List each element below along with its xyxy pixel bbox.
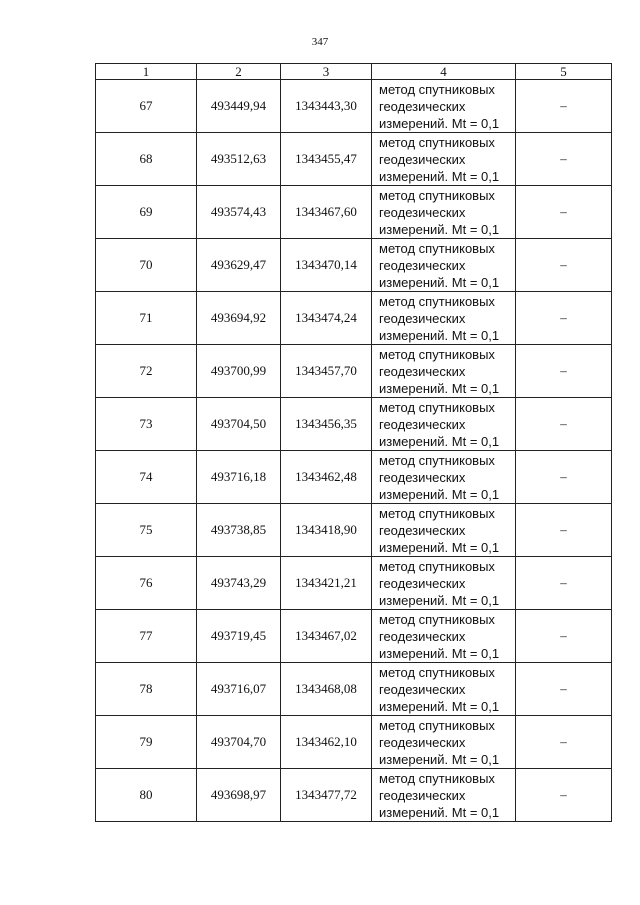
method-text-line: измерений. Mt = 0,1	[379, 327, 500, 343]
coordinate-x: 493716,07	[197, 663, 281, 716]
table-row	[96, 398, 612, 451]
method-cell	[372, 557, 516, 610]
method-cell	[372, 504, 516, 557]
method-cell	[372, 398, 516, 451]
method-text-line: измерений. Mt = 0,1	[379, 698, 500, 714]
method-text-line: метод спутниковых	[379, 717, 495, 733]
note-dash: –	[516, 504, 612, 557]
method-text-line: измерений. Mt = 0,1	[379, 645, 500, 661]
method-text-line: геодезических	[379, 575, 466, 591]
table-row	[96, 663, 612, 716]
method-cell	[372, 610, 516, 663]
method-text-line: геодезических	[379, 628, 466, 644]
table-row	[96, 504, 612, 557]
table-body	[96, 80, 612, 822]
coordinate-y: 1343467,02	[281, 610, 372, 663]
method-text-line: измерений. Mt = 0,1	[379, 751, 500, 767]
method-cell	[372, 186, 516, 239]
coordinate-x: 493719,45	[197, 610, 281, 663]
note-dash: –	[516, 345, 612, 398]
note-dash: –	[516, 716, 612, 769]
method-text-line: метод спутниковых	[379, 770, 495, 786]
method-text-line: метод спутниковых	[379, 452, 495, 468]
coordinate-y: 1343456,35	[281, 398, 372, 451]
method-text-line: метод спутниковых	[379, 346, 495, 362]
method-text-line: геодезических	[379, 204, 466, 220]
coordinate-y: 1343470,14	[281, 239, 372, 292]
page-number: 347	[311, 36, 329, 48]
coordinate-x: 493574,43	[197, 186, 281, 239]
point-number: 76	[96, 557, 197, 610]
method-text-line: метод спутниковых	[379, 399, 495, 415]
method-text-line: метод спутниковых	[379, 611, 495, 627]
coordinate-x: 493743,29	[197, 557, 281, 610]
method-text-line: метод спутниковых	[379, 187, 495, 203]
method-text-line: метод спутниковых	[379, 240, 495, 256]
table-row	[96, 769, 612, 822]
header-col-3: 3	[281, 64, 372, 80]
header-col-1: 1	[96, 64, 197, 80]
coordinate-x: 493694,92	[197, 292, 281, 345]
method-text-line: измерений. Mt = 0,1	[379, 221, 500, 237]
method-cell	[372, 663, 516, 716]
note-dash: –	[516, 398, 612, 451]
method-text-line: геодезических	[379, 98, 466, 114]
coordinate-y: 1343421,21	[281, 557, 372, 610]
method-text-line: измерений. Mt = 0,1	[379, 115, 500, 131]
coordinate-x: 493449,94	[197, 80, 281, 133]
method-text-line: измерений. Mt = 0,1	[379, 804, 500, 820]
method-text-line: метод спутниковых	[379, 134, 495, 150]
method-text-line: метод спутниковых	[379, 558, 495, 574]
coordinate-y: 1343462,10	[281, 716, 372, 769]
method-cell	[372, 133, 516, 186]
coordinate-y: 1343455,47	[281, 133, 372, 186]
method-text-line: метод спутниковых	[379, 293, 495, 309]
coordinate-x: 493704,50	[197, 398, 281, 451]
coordinate-x: 493700,99	[197, 345, 281, 398]
method-text-line: измерений. Mt = 0,1	[379, 539, 500, 555]
coordinate-y: 1343467,60	[281, 186, 372, 239]
table-row	[96, 345, 612, 398]
method-cell	[372, 345, 516, 398]
point-number: 75	[96, 504, 197, 557]
method-text-line: геодезических	[379, 363, 466, 379]
note-dash: –	[516, 451, 612, 504]
point-number: 72	[96, 345, 197, 398]
point-number: 69	[96, 186, 197, 239]
method-text-line: геодезических	[379, 257, 466, 273]
point-number: 67	[96, 80, 197, 133]
table-row	[96, 292, 612, 345]
coordinate-y: 1343477,72	[281, 769, 372, 822]
table-row	[96, 80, 612, 133]
method-text-line: измерений. Mt = 0,1	[379, 274, 500, 290]
header-col-2: 2	[197, 64, 281, 80]
method-text-line: измерений. Mt = 0,1	[379, 486, 500, 502]
coordinate-x: 493704,70	[197, 716, 281, 769]
point-number: 80	[96, 769, 197, 822]
point-number: 78	[96, 663, 197, 716]
note-dash: –	[516, 769, 612, 822]
coordinates-table	[95, 63, 612, 822]
coordinate-y: 1343474,24	[281, 292, 372, 345]
method-cell	[372, 716, 516, 769]
note-dash: –	[516, 80, 612, 133]
method-text-line: измерений. Mt = 0,1	[379, 433, 500, 449]
method-text-line: геодезических	[379, 681, 466, 697]
method-text-line: метод спутниковых	[379, 664, 495, 680]
method-cell	[372, 769, 516, 822]
method-cell	[372, 80, 516, 133]
method-cell	[372, 292, 516, 345]
method-text-line: геодезических	[379, 469, 466, 485]
note-dash: –	[516, 610, 612, 663]
method-text-line: геодезических	[379, 151, 466, 167]
point-number: 74	[96, 451, 197, 504]
coordinate-x: 493716,18	[197, 451, 281, 504]
header-row	[96, 64, 612, 80]
note-dash: –	[516, 557, 612, 610]
note-dash: –	[516, 133, 612, 186]
table-row	[96, 610, 612, 663]
header-col-4: 4	[372, 64, 516, 80]
method-cell	[372, 451, 516, 504]
coordinate-y: 1343468,08	[281, 663, 372, 716]
table-row	[96, 186, 612, 239]
point-number: 68	[96, 133, 197, 186]
note-dash: –	[516, 292, 612, 345]
table-row	[96, 239, 612, 292]
method-text-line: метод спутниковых	[379, 505, 495, 521]
method-text-line: метод спутниковых	[379, 81, 495, 97]
table-row	[96, 133, 612, 186]
method-cell	[372, 239, 516, 292]
method-text-line: геодезических	[379, 734, 466, 750]
method-text-line: измерений. Mt = 0,1	[379, 168, 500, 184]
coordinate-x: 493512,63	[197, 133, 281, 186]
coordinate-x: 493698,97	[197, 769, 281, 822]
note-dash: –	[516, 186, 612, 239]
coordinate-y: 1343462,48	[281, 451, 372, 504]
coordinate-x: 493738,85	[197, 504, 281, 557]
table-row	[96, 716, 612, 769]
point-number: 71	[96, 292, 197, 345]
method-text-line: геодезических	[379, 310, 466, 326]
coordinate-y: 1343443,30	[281, 80, 372, 133]
method-text-line: измерений. Mt = 0,1	[379, 592, 500, 608]
method-text-line: геодезических	[379, 416, 466, 432]
point-number: 77	[96, 610, 197, 663]
point-number: 73	[96, 398, 197, 451]
note-dash: –	[516, 239, 612, 292]
method-text-line: геодезических	[379, 787, 466, 803]
coordinate-y: 1343457,70	[281, 345, 372, 398]
table-header	[96, 64, 612, 80]
header-col-5: 5	[516, 64, 612, 80]
coordinate-y: 1343418,90	[281, 504, 372, 557]
note-dash: –	[516, 663, 612, 716]
table-row	[96, 557, 612, 610]
table-row	[96, 451, 612, 504]
point-number: 70	[96, 239, 197, 292]
point-number: 79	[96, 716, 197, 769]
method-text-line: геодезических	[379, 522, 466, 538]
method-text-line: измерений. Mt = 0,1	[379, 380, 500, 396]
coordinate-x: 493629,47	[197, 239, 281, 292]
